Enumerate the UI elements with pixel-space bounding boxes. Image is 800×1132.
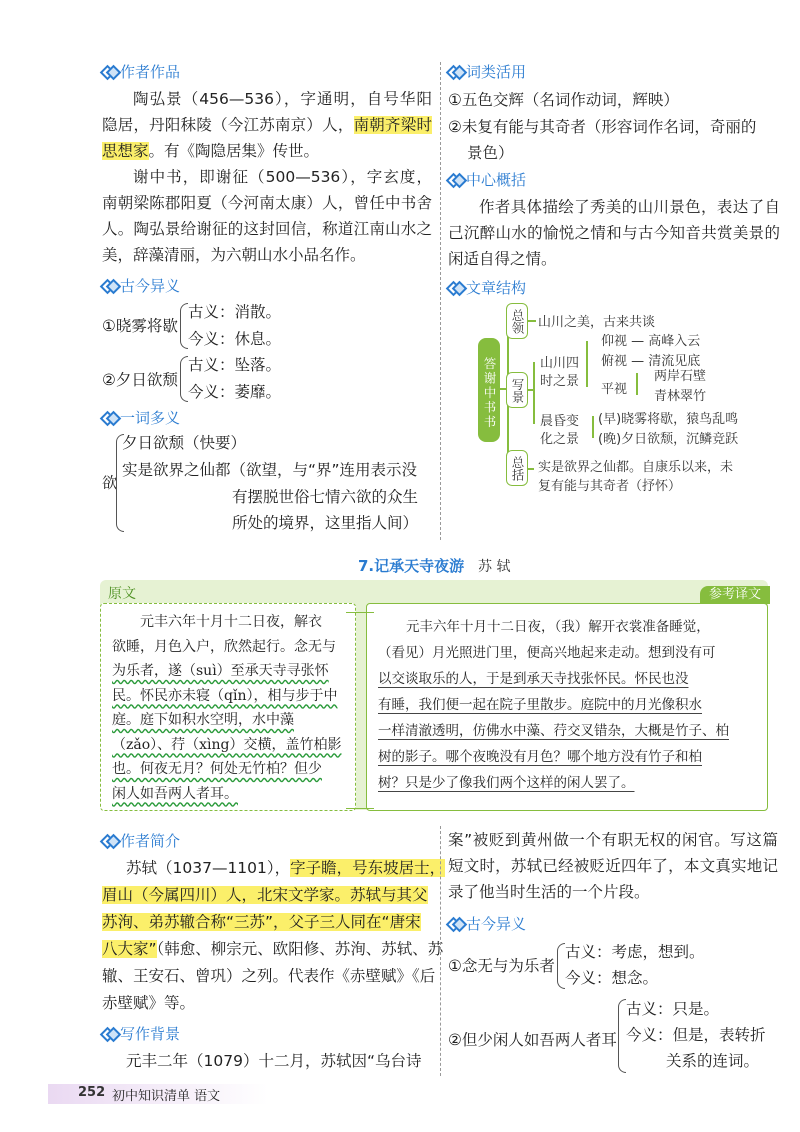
column-divider — [440, 826, 441, 1076]
structure-category: 总括 — [506, 450, 528, 486]
gujin-modern: 今义：休息。 — [188, 330, 282, 348]
gujin-modern: 今义：萎靡。 — [188, 383, 282, 401]
structure-leaf: 仰视 — 高峰入云 — [601, 334, 701, 349]
zhongxin-paragraph: 作者具体描绘了秀美的山川景色，表达了自己沉醉山水的愉悦之情和与古今知音共赏美景的闲适自得之情。 — [448, 198, 780, 268]
section-header-gujin-2: 古今异义 — [448, 912, 526, 934]
brace — [557, 943, 565, 989]
structure-node: 化之景 — [540, 432, 580, 447]
section-header-zhongxin: 中心概括 — [448, 168, 526, 190]
cilei-item: ①五色交辉（名词作动词，辉映） — [448, 91, 679, 109]
diamond-bullet-icon — [448, 282, 462, 292]
diamond-bullet-icon — [102, 835, 116, 845]
original-text: 元丰六年十月十二日夜，解衣 欲睡，月色入户，欣然起行。念无与 为乐者，遂（suì）至承天寺寻张怀 民。怀民亦未寝（qǐn），相与步于中 庭。庭下如积水空明，水中藻 （zǎo）、荇（xìng）交横，盖竹柏影 也。何夜无月？何处无竹柏？但少 闲人如吾两人者耳。 — [112, 614, 342, 802]
structure-leaf: 两岸石壁 — [654, 369, 707, 384]
translation-text: 元丰六年十月十二日夜，（我）解开衣裳准备睡觉， （看见）月光照进门里，便高兴地起来走动。想到没有可 以交谈取乐的人，于是到承天寺找张怀民。怀民也没 有睡，我们便一起在院子里散步。庭院中的月光像积水 一样清澈透明，仿佛水中藻、荇交叉错杂，大概是竹子、柏 树的影子。哪个夜晚没有月色？哪个地方没有竹子和柏 树？只是少了像我们两个这样的闲人罢了。 — [378, 619, 729, 791]
gujin-item-head: ②但少闲人如吾两人者耳 — [448, 1031, 617, 1049]
connector-line — [346, 808, 374, 809]
section-header-yici: 一词多义 — [102, 406, 180, 428]
structure-leaf: 青林翠竹 — [654, 389, 707, 404]
diamond-bullet-icon — [448, 66, 462, 76]
gujin-modern: 今义：想念。 — [565, 969, 659, 987]
footer-book-title: 初中知识清单 语文 — [112, 1089, 221, 1104]
yici-meaning-cont: 有摆脱世俗七情六欲的众生 — [232, 488, 419, 506]
connector-line — [528, 320, 536, 322]
diamond-bullet-icon — [102, 412, 116, 422]
page-number: 252 — [78, 1085, 106, 1100]
section-header-gujin: 古今异义 — [102, 274, 180, 296]
gujin-item-head: ①晓雾将歇 — [102, 317, 178, 335]
structure-root: 答谢中书书 — [478, 338, 500, 442]
section-header-background: 写作背景 — [102, 1022, 180, 1044]
connector-line — [528, 468, 534, 470]
structure-node: 复有能与其奇者（抒怀） — [538, 479, 682, 494]
lesson-author: 苏 轼 — [478, 559, 511, 575]
background-paragraph: 元丰二年（1079）十二月，苏轼因“乌台诗 — [126, 1052, 422, 1070]
yuanwen-label: 原文 — [108, 586, 136, 602]
diamond-bullet-icon — [102, 1028, 116, 1038]
gujin-item-head: ①念无与为乐者 — [448, 957, 555, 975]
gujin-ancient: 古义：只是。 — [626, 1000, 720, 1018]
lesson-title: 7.记承天寺夜游 — [358, 557, 465, 575]
yiwen-label: 参考译文 — [700, 586, 770, 604]
structure-node: 山川四 — [540, 356, 580, 371]
diamond-bullet-icon — [102, 66, 116, 76]
connector-line — [586, 341, 588, 387]
connector-line — [592, 416, 594, 438]
connector-line — [346, 612, 374, 613]
diamond-bullet-icon — [448, 174, 462, 184]
yici-meaning: 实是欲界之仙都（欲望，与“界”连用表示没 — [122, 461, 418, 479]
structure-leaf: 俯视 — 清流见底 — [601, 354, 701, 369]
diamond-bullet-icon — [448, 918, 462, 928]
connector-line — [636, 373, 638, 395]
section-header-cilei: 词类活用 — [448, 60, 526, 82]
structure-leaf: (晚)夕日欲颓，沉鳞竞跃 — [598, 432, 739, 447]
cilei-item-cont: 景色） — [467, 144, 514, 162]
structure-node: 时之景 — [540, 374, 580, 389]
structure-category: 总领 — [506, 303, 528, 339]
gujin-ancient: 古义：消散。 — [188, 303, 282, 321]
structure-node: 山川之美，古来共谈 — [538, 315, 656, 330]
section-header-author-works: 作者作品 — [102, 60, 180, 82]
gujin-ancient: 古义：坠落。 — [188, 356, 282, 374]
brace — [180, 303, 188, 349]
gujin-item-head: ②夕日欲颓 — [102, 371, 178, 389]
connector-line — [533, 362, 535, 424]
cilei-item: ②未复有能与其奇者（形容词作名词，奇丽的 — [448, 118, 757, 136]
brace — [180, 356, 188, 402]
gujin-modern-cont: 关系的连词。 — [666, 1052, 760, 1070]
background-paragraph-cont: 案”被贬到黄州做一个有职无权的闲官。写这篇短文时，苏轼已经被贬近四年了，本文真实地记录了他当时生活的一个片段。 — [448, 831, 778, 901]
yici-meaning-cont: 所处的境界，这里指人间） — [232, 514, 419, 532]
gujin-modern: 今义：但是，表转折 — [626, 1026, 766, 1044]
structure-node: 实是欲界之仙都。自康乐以来，未 — [538, 460, 734, 475]
author-intro-paragraph: 苏轼（1037—1101），字子瞻，号东坡居士， 眉山（今属四川）人，北宋文学家。苏轼与其父 苏洵、弟苏辙合称“三苏”，父子三人同在“唐宋 八大家”（韩愈、柳宗元、欧阳修、苏洵、苏轼、苏 辙、王安石、曾巩）之列。代表作《赤壁赋》《后 赤壁赋》等。 — [102, 859, 446, 1012]
yici-char: 欲 — [102, 474, 118, 492]
structure-node: 晨昏变 — [540, 414, 580, 429]
brace — [618, 999, 626, 1073]
section-header-author-intro: 作者简介 — [102, 829, 180, 851]
yici-meaning: 夕日欲颓（快要） — [122, 434, 247, 452]
gujin-ancient: 古义：考虑，想到。 — [565, 943, 705, 961]
structure-leaf: 平视 — [601, 382, 628, 397]
structure-leaf: (早)晓雾将歇，猿鸟乱鸣 — [598, 412, 739, 427]
section-header-jiegou: 文章结构 — [448, 276, 526, 298]
author-paragraph-1: 陶弘景（456—536），字通明，自号华阳隐居，丹阳秣陵（今江苏南京）人，南朝齐梁时思想家。有《陶隐居集》传世。 — [102, 90, 432, 160]
author-paragraph-2: 谢中书，即谢征（500—536），字玄度，南朝梁陈郡阳夏（今河南太康）人，曾任中书舍人。陶弘景给谢征的这封回信，称道江南山水之美，辞藻清丽，为六朝山水小品名作。 — [102, 168, 432, 264]
structure-category: 写景 — [506, 372, 528, 408]
column-divider — [440, 62, 441, 540]
diamond-bullet-icon — [102, 280, 116, 290]
